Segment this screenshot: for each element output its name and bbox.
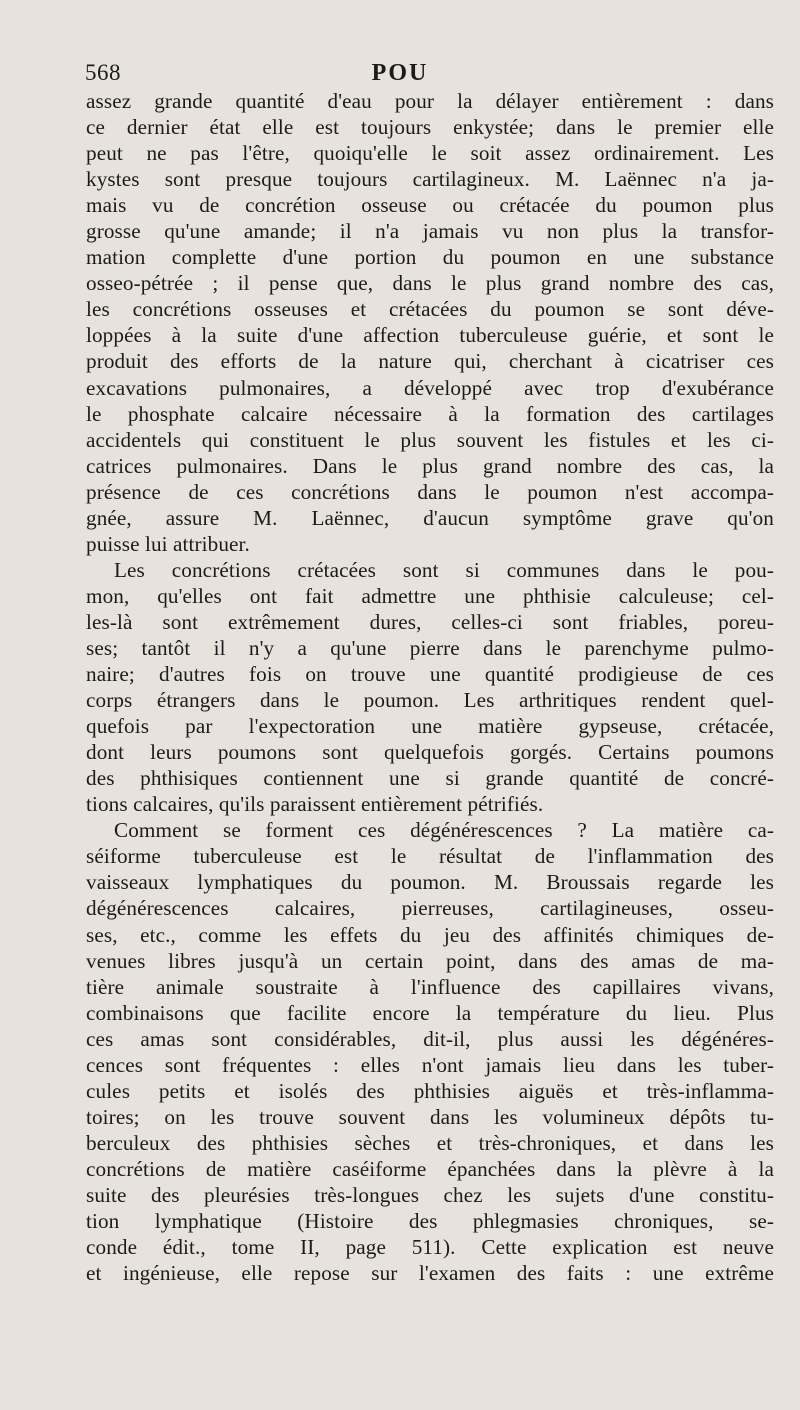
text-line: berculeux des phthisies sèches et très-chroniques, et dans les [86,1130,774,1155]
text-line: assez grande quantité d'eau pour la délayer entièrement : dans [86,89,774,113]
text-line: toires; on les trouve souvent dans les volumineux dépôts tu- [86,1104,774,1129]
text-line: Les concrétions crétacées sont si communes dans le pou- [114,557,774,582]
text-line: produit des efforts de la nature qui, cherchant à cicatriser ces [86,349,774,374]
text-line: cules petits et isolés des phthisies aiguës et très-inflamma- [86,1078,774,1103]
text-line: concrétions de matière caséiforme épanchées dans la plèvre à la [86,1156,774,1181]
text-line: ces amas sont considérables, dit-il, plus aussi les dégénéres- [86,1026,774,1051]
text-line: suite des pleurésies très-longues chez les sujets d'une constitu- [86,1182,774,1207]
text-line: excavations pulmonaires, a développé avec trop d'exubérance [86,375,774,400]
text-line: puisse lui attribuer. [86,531,250,556]
text-line: osseo-pétrée ; il pense que, dans le plus grand nombre des cas, [86,271,774,296]
text-line: le phosphate calcaire nécessaire à la formation des cartilages [86,401,774,426]
text-line: séiforme tuberculeuse est le résultat de l'inflammation des [86,844,774,869]
text-line: catrices pulmonaires. Dans le plus grand nombre des cas, la [86,453,774,478]
text-line: mais vu de concrétion osseuse ou crétacée du poumon plus [86,193,774,218]
text-line: dont leurs poumons sont quelquefois gorgés. Certains poumons [86,740,774,765]
text-line: gnée, assure M. Laënnec, d'aucun symptôme grave qu'on [86,505,774,530]
text-line: venues libres jusqu'à un certain point, dans des amas de ma- [86,948,774,973]
text-line: quefois par l'expectoration une matière gypseuse, crétacée, [86,714,774,739]
text-line: vaisseaux lymphatiques du poumon. M. Broussais regarde les [86,870,774,895]
text-line: loppées à la suite d'une affection tuberculeuse guérie, et sont le [86,323,774,348]
page-number: 568 [85,60,121,85]
text-line: conde édit., tome II, page 511). Cette explication est neuve [86,1235,774,1260]
text-line: corps étrangers dans le poumon. Les arthritiques rendent quel- [86,688,774,713]
text-line: mon, qu'elles ont fait admettre une phthisie calculeuse; cel- [86,583,774,608]
text-line: les-là sont extrêmement dures, celles-ci sont friables, poreu- [86,609,774,634]
text-line: mation complette d'une portion du poumon en une substance [86,245,774,270]
text-line: ses, etc., comme les effets du jeu des affinités chimiques de- [86,922,774,947]
text-line: tions calcaires, qu'ils paraissent entièrement pétrifiés. [86,792,544,817]
text-line: peut ne pas l'être, quoiqu'elle le soit assez ordinairement. Les [86,141,774,166]
page-header [0,60,800,90]
text-line: Comment se forment ces dégénérescences ? La matière ca- [114,818,774,843]
body-text [86,88,774,1286]
text-line: les concrétions osseuses et crétacées du poumon se sont déve- [86,297,774,322]
text-line: dégénérescences calcaires, pierreuses, cartilagineuses, osseu- [86,896,774,921]
text-line: naire; d'autres fois on trouve une quantité prodigieuse de ces [86,662,774,687]
text-line: kystes sont presque toujours cartilagineux. M. Laënnec n'a ja- [86,167,774,192]
text-line: des phthisiques contiennent une si grande quantité de concré- [86,766,774,791]
text-line: cences sont fréquentes : elles n'ont jamais lieu dans les tuber- [86,1052,774,1077]
text-line: tière animale soustraite à l'influence des capillaires vivans, [86,974,774,999]
text-line: accidentels qui constituent le plus souvent les fistules et les ci- [86,427,774,452]
text-line: combinaisons que facilite encore la température du lieu. Plus [86,1000,774,1025]
text-line: grosse qu'une amande; il n'a jamais vu non plus la transfor- [86,219,774,244]
running-head: POU [371,60,429,86]
text-line: ce dernier état elle est toujours enkystée; dans le premier elle [86,115,774,140]
text-line: tion lymphatique (Histoire des phlegmasies chroniques, se- [86,1209,774,1234]
text-line: présence de ces concrétions dans le poumon n'est accompa- [86,479,774,504]
text-line: ses; tantôt il n'y a qu'une pierre dans le parenchyme pulmo- [86,635,774,660]
text-line: et ingénieuse, elle repose sur l'examen des faits : une extrême [86,1261,774,1286]
